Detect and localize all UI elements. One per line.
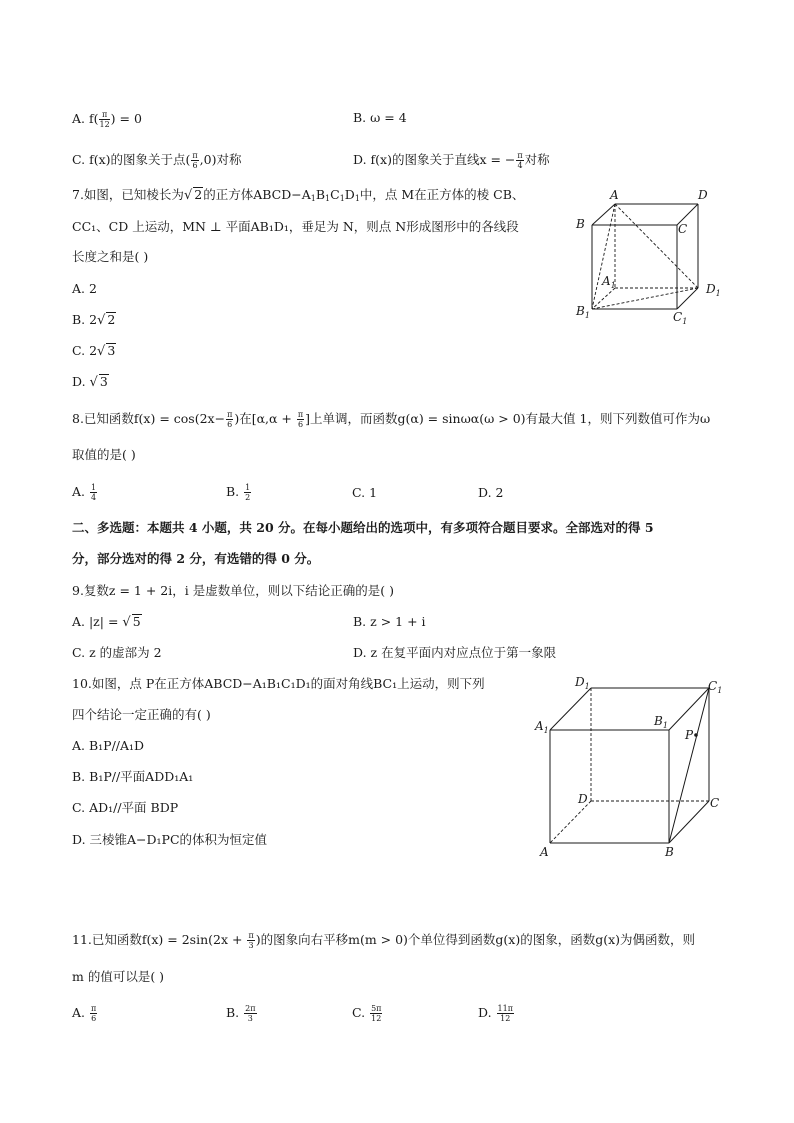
label-p: P xyxy=(685,728,694,742)
q6-c-suffix: ,0)对称 xyxy=(199,152,242,167)
q7-b-prefix: B. 2 xyxy=(72,312,98,327)
q7-option-b xyxy=(72,312,116,329)
q11-numerator: π xyxy=(248,931,254,940)
q11-d-prefix: D. xyxy=(478,1005,496,1020)
q8-a-fraction xyxy=(90,483,97,502)
q7-stem-line1 xyxy=(72,187,524,207)
label-b: B xyxy=(665,845,674,859)
subscript: 1 xyxy=(310,194,316,203)
q7-stem-part: 7.如图，已知棱长为 xyxy=(72,187,184,202)
q11-option-a xyxy=(72,1004,98,1023)
q7-stem-line2: CC₁、CD 上运动，MN ⊥ 平面AB₁D₁，垂足为 N，则点 N形成图形中的各线段 xyxy=(72,219,519,234)
q11-option-b xyxy=(226,1004,258,1023)
label-a: A xyxy=(540,845,549,859)
q11-d-numerator: 11π xyxy=(497,1004,513,1013)
point-p-dot xyxy=(694,733,698,737)
label-c: C xyxy=(710,796,720,810)
q11-stem-part: 11.已知函数f(x) = 2sin(2x + xyxy=(72,932,247,947)
label-d1: $D_1$ xyxy=(706,282,721,298)
q6-d-fraction xyxy=(516,151,523,170)
q8-stem-part: )在[α,α + xyxy=(234,411,296,426)
q9-option-b: B. z > 1 + i xyxy=(353,614,426,629)
q8-f1-denominator: 6 xyxy=(227,420,233,429)
q11-a-denominator: 6 xyxy=(91,1014,97,1023)
q7-d-radicand: 3 xyxy=(99,374,108,389)
subscript: 1 xyxy=(339,194,345,203)
q6-option-c xyxy=(72,151,241,170)
q6-c-prefix: C. f(x)的图象关于点( xyxy=(72,152,191,167)
label-b: B xyxy=(576,217,585,231)
q8-option-b xyxy=(226,483,252,502)
q11-a-numerator: π xyxy=(90,1004,97,1013)
q6-option-b: B. ω = 4 xyxy=(353,110,407,125)
q7-c-prefix: C. 2 xyxy=(72,343,98,358)
q7-b-radicand: 2 xyxy=(107,312,116,327)
q11-option-c xyxy=(352,1004,383,1023)
q11-denominator: 3 xyxy=(248,941,254,950)
q7-cube-figure xyxy=(570,185,730,325)
sqrt-sign: √ xyxy=(89,375,98,390)
q8-a-numerator: 1 xyxy=(90,483,97,492)
q7-c-radicand: 3 xyxy=(107,343,116,358)
q9-option-a xyxy=(72,614,142,631)
q8-stem-line2: 取值的是( ) xyxy=(72,447,136,462)
q8-option-d: D. 2 xyxy=(478,485,504,500)
q11-stem-line2: m 的值可以是( ) xyxy=(72,969,165,984)
q6-a-suffix: ) = 0 xyxy=(110,111,142,126)
q11-stem-part: )的图象向右平移m(m > 0)个单位得到函数g(x)的图象，函数g(x)为偶函数，则 xyxy=(255,932,696,947)
q8-a-prefix: A. xyxy=(72,484,89,499)
label-a1: $A_1$ xyxy=(602,274,616,290)
q8-f2-numerator: π xyxy=(297,410,304,419)
q11-c-prefix: C. xyxy=(352,1005,370,1020)
label-a: A xyxy=(610,188,619,202)
q11-option-d xyxy=(478,1004,515,1023)
q6-a-prefix: A. f( xyxy=(72,111,99,126)
q7-stem-part: 中，点 M在正方体的棱 CB、 xyxy=(359,187,525,202)
q7-option-c xyxy=(72,343,116,360)
q11-a-prefix: A. xyxy=(72,1005,89,1020)
q7-stem-part: 的正方体ABCD−A xyxy=(203,187,311,202)
q6-option-d xyxy=(353,151,550,170)
q7-radicand: 2 xyxy=(194,187,203,202)
label-a1: $A_1$ xyxy=(535,719,549,735)
section2-heading-line1: 二、多选题：本题共 4 小题，共 20 分。在每小题给出的选项中，有多项符合题目要求。全部选对的得 5 xyxy=(72,520,654,535)
q8-a-denominator: 4 xyxy=(90,493,97,502)
q6-a-numerator: π xyxy=(99,110,109,120)
q9-option-d: D. z 在复平面内对应点位于第一象限 xyxy=(353,645,557,660)
q6-d-numerator: π xyxy=(517,151,523,160)
label-d: D xyxy=(698,188,708,202)
section2-heading-line2: 分，部分选对的得 2 分，有选错的得 0 分。 xyxy=(72,551,320,566)
q10-cube-figure xyxy=(530,670,730,865)
q8-stem-line1 xyxy=(72,410,710,429)
q7-stem-line3: 长度之和是( ) xyxy=(72,249,149,264)
sqrt-sign: √ xyxy=(122,615,131,630)
q6-a-denominator: 12 xyxy=(99,120,110,129)
label-c: C xyxy=(678,222,688,236)
q7-stem-part: D xyxy=(344,187,355,202)
q6-c-numerator: π xyxy=(192,151,198,160)
q7-option-d xyxy=(72,374,109,391)
q9-a-prefix: A. |z| = xyxy=(72,614,123,629)
label-b1: $B_1$ xyxy=(654,714,668,730)
q11-d-fraction xyxy=(497,1004,514,1023)
q8-option-a xyxy=(72,483,98,502)
subscript: 1 xyxy=(325,194,331,203)
q10-option-c: C. AD₁//平面 BDP xyxy=(72,800,179,815)
q10-option-d: D. 三棱锥A−D₁PC的体积为恒定值 xyxy=(72,832,268,847)
q7-d-prefix: D. xyxy=(72,374,90,389)
q8-b-numerator: 1 xyxy=(245,483,251,492)
q6-d-denominator: 4 xyxy=(517,161,523,170)
sqrt-sign: √ xyxy=(97,344,106,359)
q9-a-radicand: 5 xyxy=(132,614,141,629)
q8-stem-part: ]上单调，而函数g(α) = sinωα(ω > 0)有最大值 1，则下列数值可作为ω xyxy=(305,411,711,426)
q11-b-prefix: B. xyxy=(226,1005,244,1020)
q11-a-fraction xyxy=(90,1004,97,1023)
q11-stem-line1 xyxy=(72,931,695,950)
q8-option-c: C. 1 xyxy=(352,485,378,500)
q11-b-numerator: 2π xyxy=(245,1004,256,1013)
sqrt-sign: √ xyxy=(183,188,193,203)
q8-fraction-2 xyxy=(297,410,304,429)
label-c1: $C_1$ xyxy=(708,679,723,695)
q11-d-denominator: 12 xyxy=(500,1014,511,1023)
label-b1: $B_1$ xyxy=(576,304,590,320)
q11-b-fraction xyxy=(244,1004,256,1023)
label-d: D xyxy=(578,792,588,806)
q9-stem: 9.复数z = 1 + 2i，i 是虚数单位，则以下结论正确的是( ) xyxy=(72,583,394,598)
q8-b-denominator: 2 xyxy=(245,493,251,502)
q11-c-numerator: 5π xyxy=(371,1004,382,1013)
q7-stem-part: C xyxy=(330,187,340,202)
q6-a-fraction xyxy=(99,110,109,129)
q10-option-a: A. B₁P//A₁D xyxy=(72,738,145,753)
q8-b-prefix: B. xyxy=(226,484,244,499)
q6-d-suffix: 对称 xyxy=(524,152,550,167)
q7-stem-part: B xyxy=(315,187,326,202)
q6-option-a xyxy=(72,110,142,129)
q6-c-fraction xyxy=(191,151,198,170)
q8-f2-denominator: 6 xyxy=(297,420,304,429)
q8-fraction-1 xyxy=(226,410,233,429)
q10-stem-line1: 10.如图，点 P在正方体ABCD−A₁B₁C₁D₁的面对角线BC₁上运动，则下列 xyxy=(72,676,485,691)
subscript: 1 xyxy=(354,194,360,203)
q11-c-fraction xyxy=(370,1004,382,1023)
q6-d-prefix: D. f(x)的图象关于直线x = − xyxy=(353,152,516,167)
q11-c-denominator: 12 xyxy=(371,1014,382,1023)
sqrt-sign: √ xyxy=(97,313,106,328)
q10-option-b: B. B₁P//平面ADD₁A₁ xyxy=(72,769,194,784)
q9-option-c: C. z 的虚部为 2 xyxy=(72,645,162,660)
q11-fraction xyxy=(247,931,254,950)
q7-option-a: A. 2 xyxy=(72,281,97,296)
q8-stem-part: 8.已知函数f(x) = cos(2x− xyxy=(72,411,226,426)
label-d1: $D_1$ xyxy=(575,675,590,691)
q11-b-denominator: 3 xyxy=(247,1014,253,1023)
q8-b-fraction xyxy=(244,483,251,502)
q6-c-denominator: 6 xyxy=(192,161,198,170)
label-c1: $C_1$ xyxy=(673,310,688,326)
q10-stem-line2: 四个结论一定正确的有( ) xyxy=(72,707,211,722)
q8-f1-numerator: π xyxy=(227,410,233,419)
